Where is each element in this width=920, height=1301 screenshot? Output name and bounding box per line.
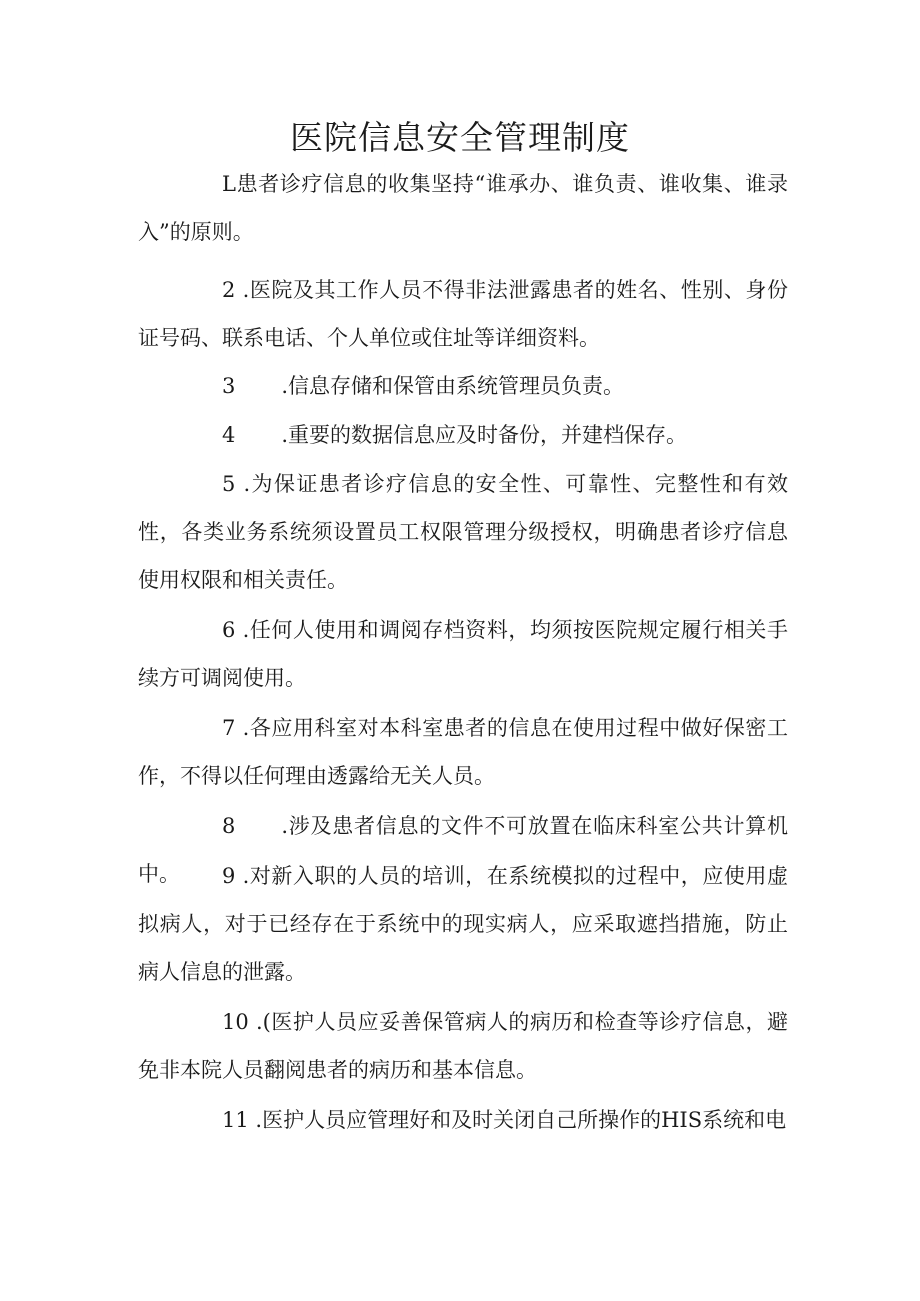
document-title: 医院信息安全管理制度 <box>290 118 630 157</box>
paragraph-10 <box>138 998 788 1094</box>
paragraph-number: 10 <box>222 1010 249 1034</box>
paragraph-number: 9 <box>222 864 236 888</box>
paragraph-11 <box>138 1096 788 1144</box>
paragraph-number: L <box>222 172 236 196</box>
paragraph-number: 2 <box>222 278 236 302</box>
paragraph-number: 7 <box>222 716 236 740</box>
paragraph-text: .重要的数据信息应及时备份，并建档保存。 <box>281 423 688 447</box>
paragraph-number: 5 <box>222 472 236 496</box>
paragraph-9 <box>138 852 788 996</box>
paragraph-6 <box>138 606 788 702</box>
paragraph-text: .各应用科室对本科室患者的信息在使用过程中做好保密工作，不得以任何理由透露给无关人员。 <box>138 716 788 788</box>
paragraph-7 <box>138 704 788 800</box>
paragraph-number: 3 <box>222 374 236 398</box>
paragraph-text: .信息存储和保管由系统管理员负责。 <box>281 374 625 398</box>
paragraph-number: 6 <box>222 618 236 642</box>
paragraph-text: .涉及患者信息的文件不可放置在临床科室公共计算机中。 <box>138 814 788 886</box>
paragraph-3 <box>138 362 788 410</box>
paragraph-text: .(医护人员应妥善保管病人的病历和检查等诊疗信息，避免非本院人员翻阅患者的病历和基本信息。 <box>138 1010 788 1082</box>
paragraph-text: .医院及其工作人员不得非法泄露患者的姓名、性别、身份证号码、联系电话、个人单位或住址等详细资料。 <box>138 278 788 350</box>
paragraph-5 <box>138 460 788 604</box>
paragraph-1 <box>138 160 788 256</box>
paragraph-number: 11 <box>222 1108 249 1132</box>
paragraph-number: 8 <box>222 814 236 838</box>
paragraph-text: .对新入职的人员的培训，在系统模拟的过程中，应使用虚拟病人，对于已经存在于系统中的现实病人，应采取遮挡措施，防止病人信息的泄露。 <box>138 864 788 984</box>
paragraph-text: .为保证患者诊疗信息的安全性、可靠性、完整性和有效性，各类业务系统须设置员工权限管理分级授权，明确患者诊疗信息使用权限和相关责任。 <box>138 472 788 592</box>
paragraph-text: .医护人员应管理好和及时关闭自己所操作的HIS系统和电 <box>255 1108 787 1132</box>
paragraph-4 <box>138 411 788 459</box>
paragraph-text: 患者诊疗信息的收集坚持“谁承办、谁负责、谁收集、谁录入”的原则。 <box>138 172 788 244</box>
paragraph-number: 4 <box>222 423 236 447</box>
paragraph-2 <box>138 266 788 362</box>
paragraph-text: .任何人使用和调阅存档资料，均须按医院规定履行相关手续方可调阅使用。 <box>138 618 788 690</box>
